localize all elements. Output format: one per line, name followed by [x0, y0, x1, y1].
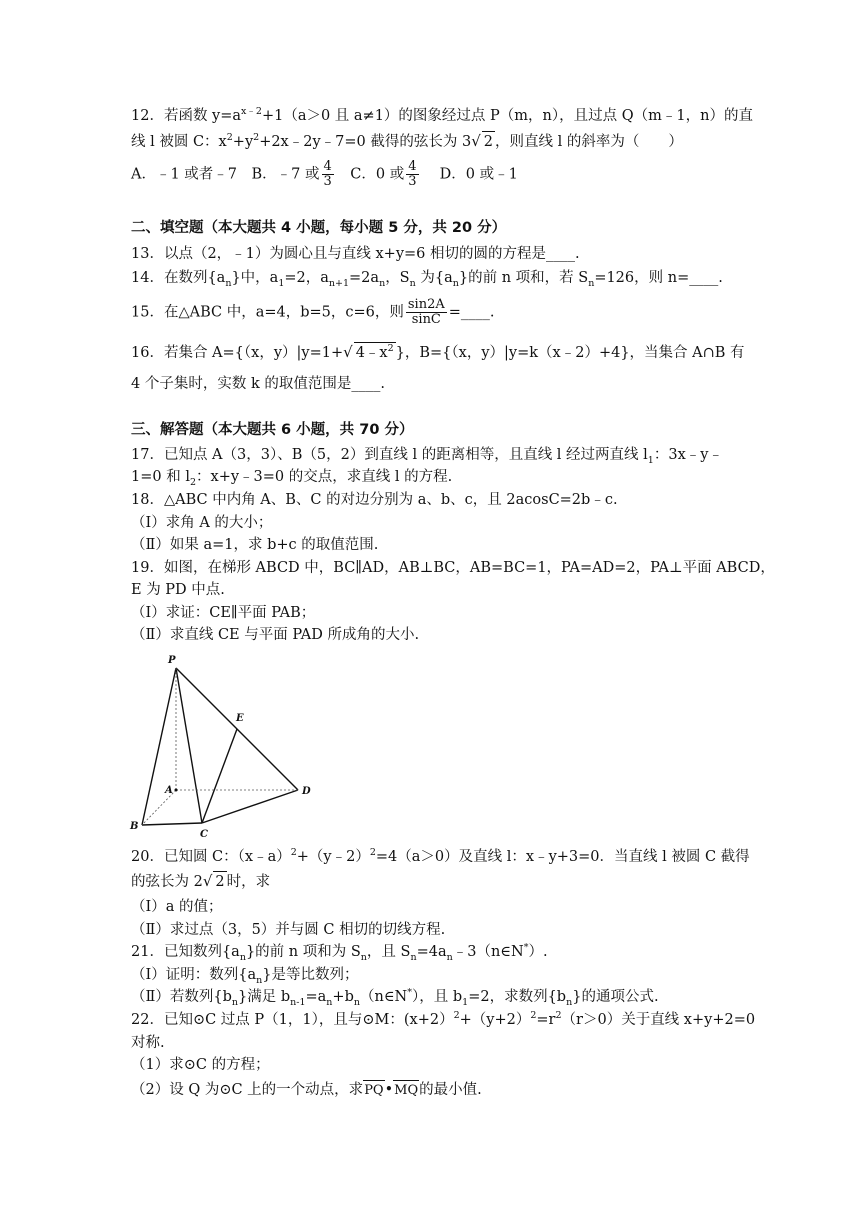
- q21-text: }满足 b: [238, 989, 291, 1005]
- frac-den: sinC: [411, 312, 441, 327]
- subscript: n: [410, 951, 417, 963]
- q18-line3: （Ⅱ）如果 a=1，求 b+c 的取值范围.: [131, 537, 379, 553]
- q14-text: ，S: [385, 270, 410, 286]
- q12-exponent: x﹣2: [241, 106, 262, 118]
- q22-text: （r＞0）关于直线 x+y+2=0: [561, 1012, 756, 1028]
- q13: 13．以点（2，﹣1）为圆心且与直线 x+y=6 相切的圆的方程是____.: [131, 246, 580, 262]
- subscript: n: [452, 277, 459, 289]
- q12-text: +y: [232, 134, 254, 150]
- q20-line4: （Ⅱ）求过点（3，5）并与圆 C 相切的切线方程.: [131, 922, 446, 938]
- subscript: n: [446, 951, 453, 963]
- q14: [131, 268, 723, 288]
- subscript: 1: [278, 277, 285, 289]
- dot-product: •: [384, 1082, 394, 1098]
- q20-line2: [131, 871, 270, 892]
- fraction-4-3: [406, 160, 418, 189]
- q14-text: =2，a: [284, 270, 329, 286]
- subscript: n: [588, 277, 595, 289]
- q21-line3: [131, 987, 659, 1007]
- section3-heading: 三、解答题（本大题共 6 小题，共 70 分）: [131, 422, 414, 438]
- edge-bc: [142, 823, 202, 825]
- q22-text: +（y+2）: [459, 1012, 531, 1028]
- q22-square: 2: [555, 1010, 562, 1022]
- subscript: n: [225, 277, 232, 289]
- q21-text: }的通项公式.: [572, 989, 659, 1005]
- q12-sqrt-value: 2: [482, 131, 495, 152]
- q20-line3: （Ⅰ）a 的值；: [131, 899, 223, 915]
- superscript: *: [523, 942, 529, 954]
- q12-option-d: D．0 或﹣1: [420, 166, 518, 183]
- q12-text: +2x﹣2y﹣7=0 截得的弦长为 3: [259, 134, 472, 150]
- label-b: B: [130, 821, 139, 832]
- q17-text: ：3x﹣y﹣: [653, 447, 723, 463]
- q19-line3: （Ⅰ）求证：CE∥平面 PAB；: [131, 605, 316, 621]
- subscript: n: [409, 277, 416, 289]
- q21-text: +b: [332, 989, 354, 1005]
- q22-square: 2: [530, 1010, 537, 1022]
- q17-line2: [131, 467, 452, 487]
- q12-square: 2: [226, 132, 233, 144]
- edge-cd: [202, 790, 298, 823]
- q14-text: =2a: [349, 270, 380, 286]
- q21-text: ﹣3（n∈N: [452, 944, 524, 960]
- q22-line1: [131, 1010, 755, 1030]
- point-a: [175, 789, 178, 792]
- q17-text: 17．已知点 A（3，3）、B（5，2）到直线 l 的距离相等，且直线 l 经过两直线 l: [131, 447, 648, 463]
- subscript: 1: [647, 454, 654, 466]
- q20-line1: [131, 847, 750, 867]
- q14-text: }中，a: [231, 270, 279, 286]
- subscript: n: [360, 951, 367, 963]
- label-e: E: [236, 713, 244, 724]
- q12-text: +1（a＞0 且 a≠1）的图象经过点 P（m，n），且过点 Q（m﹣1，n）的直: [261, 108, 753, 124]
- q21-line2: [131, 965, 358, 985]
- q19-line1: 19．如图，在梯形 ABCD 中，BC∥AD，AB⊥BC，AB=BC=1，PA=AD=2，PA⊥平面 ABCD，: [131, 560, 775, 576]
- q20-sqrt-value: 2: [213, 871, 226, 892]
- subscript: n: [353, 996, 360, 1008]
- q22-text: 的最小值.: [419, 1082, 482, 1098]
- label-a: A: [165, 785, 173, 796]
- q20-text: =4（a＞0）及直线 l：x﹣y+3=0．当直线 l 被圆 C 截得: [375, 849, 750, 865]
- q21-text: （n∈N: [359, 989, 408, 1005]
- sqrt-symbol: √: [343, 343, 353, 361]
- q12-option-c: C．0 或: [335, 166, 405, 183]
- frac-den: 3: [408, 174, 417, 189]
- q14-text: 为{a: [415, 270, 453, 286]
- q12-text: 12．若函数 y=a: [131, 108, 242, 124]
- q20-text: +（y﹣2）: [296, 849, 370, 865]
- fraction-sin2a-sinc: [406, 298, 447, 327]
- q17-text: ：x+y﹣3=0 的交点，求直线 l 的方程.: [196, 469, 453, 485]
- subscript: n: [239, 951, 246, 963]
- q21-text: （Ⅰ）证明：数列{a: [131, 967, 257, 983]
- q20-text: 的弦长为 2: [131, 874, 203, 890]
- q19-line2: E 为 PD 中点.: [131, 582, 225, 598]
- q19-line4: （Ⅱ）求直线 CE 与平面 PAD 所成角的大小.: [131, 627, 420, 643]
- vector-mq: MQ: [393, 1080, 419, 1101]
- q16-line1: [131, 342, 745, 363]
- frac-num: sin2A: [407, 297, 445, 312]
- q16-text: 16．若集合 A={（x，y）|y=1+: [131, 345, 344, 361]
- q12-line1: [131, 106, 753, 126]
- q22-line2: 对称.: [131, 1035, 165, 1051]
- q15-text: 15．在△ABC 中，a=4，b=5，c=6，则: [131, 304, 404, 321]
- q20-square: 2: [290, 847, 297, 859]
- edge-ce: [202, 729, 237, 823]
- q21-text: ）.: [528, 944, 548, 960]
- q22-text: 22．已知⊙C 过点 P（1，1），且与⊙M：(x+2）: [131, 1012, 454, 1028]
- q22-text: （2）设 Q 为⊙C 上的一个动点，求: [131, 1082, 364, 1098]
- subscript: n+1: [328, 277, 350, 289]
- q14-text: }的前 n 项和，若 S: [458, 270, 589, 286]
- q20-text: 20．已知圆 C：（x﹣a）: [131, 849, 291, 865]
- q12-square: 2: [253, 132, 260, 144]
- vector-pq: PQ: [363, 1080, 384, 1101]
- frac-num: 4: [323, 159, 332, 174]
- q12-text: 线 l 被圆 C：x: [131, 134, 227, 150]
- label-c: C: [200, 829, 208, 840]
- q16-sqrt-value: 4﹣x: [355, 345, 388, 361]
- q21-text: （Ⅱ）若数列{b: [131, 989, 232, 1005]
- q20-square: 2: [369, 847, 376, 859]
- section2-heading: 二、填空题（本大题共 4 小题，每小题 5 分，共 20 分）: [131, 220, 507, 236]
- q14-text: =126，则 n=____.: [594, 270, 723, 286]
- pyramid-diagram: [120, 650, 330, 840]
- q21-text: }的前 n 项和为 S: [245, 944, 361, 960]
- q16-text: }，B={（x，y）|y=k（x﹣2）+4}，当集合 A∩B 有: [395, 345, 745, 361]
- q15: [131, 298, 495, 327]
- subscript: n: [379, 277, 386, 289]
- q22-line3: （1）求⊙C 的方程；: [131, 1057, 270, 1073]
- subscript: n: [256, 974, 263, 986]
- q16-square: 2: [387, 343, 394, 355]
- edge-pc: [176, 668, 202, 823]
- q16-sqrt: [354, 342, 396, 363]
- q21-text: ），且 b: [412, 989, 463, 1005]
- fraction-4-3: [322, 160, 334, 189]
- q12-text: ，则直线 l 的斜率为（ ）: [495, 134, 683, 150]
- q12-options: [131, 160, 518, 189]
- subscript: n: [566, 996, 573, 1008]
- frac-num: 4: [408, 159, 417, 174]
- q15-text: =____.: [448, 304, 495, 321]
- label-p: P: [168, 655, 176, 666]
- q21-text: }是等比数列；: [262, 967, 359, 983]
- q21-text: ，且 S: [366, 944, 411, 960]
- edge-pb: [142, 668, 176, 825]
- q22-line4: [131, 1080, 482, 1101]
- q12-options-ab: A．﹣1 或者﹣7 B．﹣7 或: [131, 166, 320, 183]
- q21-text: 21．已知数列{a: [131, 944, 240, 960]
- q18-line1: 18．△ABC 中内角 A、B、C 的对边分别为 a、b、c，且 2acosC=2b﹣c.: [131, 492, 618, 508]
- q21-text: =4a: [416, 944, 447, 960]
- pyramid-figure: [120, 650, 330, 840]
- q21-text: =a: [305, 989, 327, 1005]
- q22-text: =r: [536, 1012, 556, 1028]
- q17-line1: [131, 445, 723, 465]
- q20-text: 时，求: [226, 874, 271, 890]
- q21-line1: [131, 942, 548, 962]
- q17-text: 1=0 和 l: [131, 469, 190, 485]
- frac-den: 3: [323, 174, 332, 189]
- label-d: D: [302, 786, 311, 797]
- q16-line2: 4 个子集时，实数 k 的取值范围是____.: [131, 376, 385, 392]
- sqrt-symbol: √: [471, 132, 481, 150]
- q22-square: 2: [453, 1010, 460, 1022]
- subscript: n: [326, 996, 333, 1008]
- subscript: 2: [189, 476, 197, 488]
- subscript: n-1: [290, 996, 306, 1008]
- superscript: *: [407, 987, 412, 999]
- q21-text: =2，求数列{b: [468, 989, 567, 1005]
- sqrt-symbol: √: [202, 872, 213, 890]
- q12-line2: [131, 131, 683, 152]
- subscript: n: [231, 996, 238, 1008]
- subscript: 1: [462, 996, 469, 1008]
- q18-line2: （Ⅰ）求角 A 的大小；: [131, 515, 273, 531]
- q14-text: 14．在数列{a: [131, 270, 226, 286]
